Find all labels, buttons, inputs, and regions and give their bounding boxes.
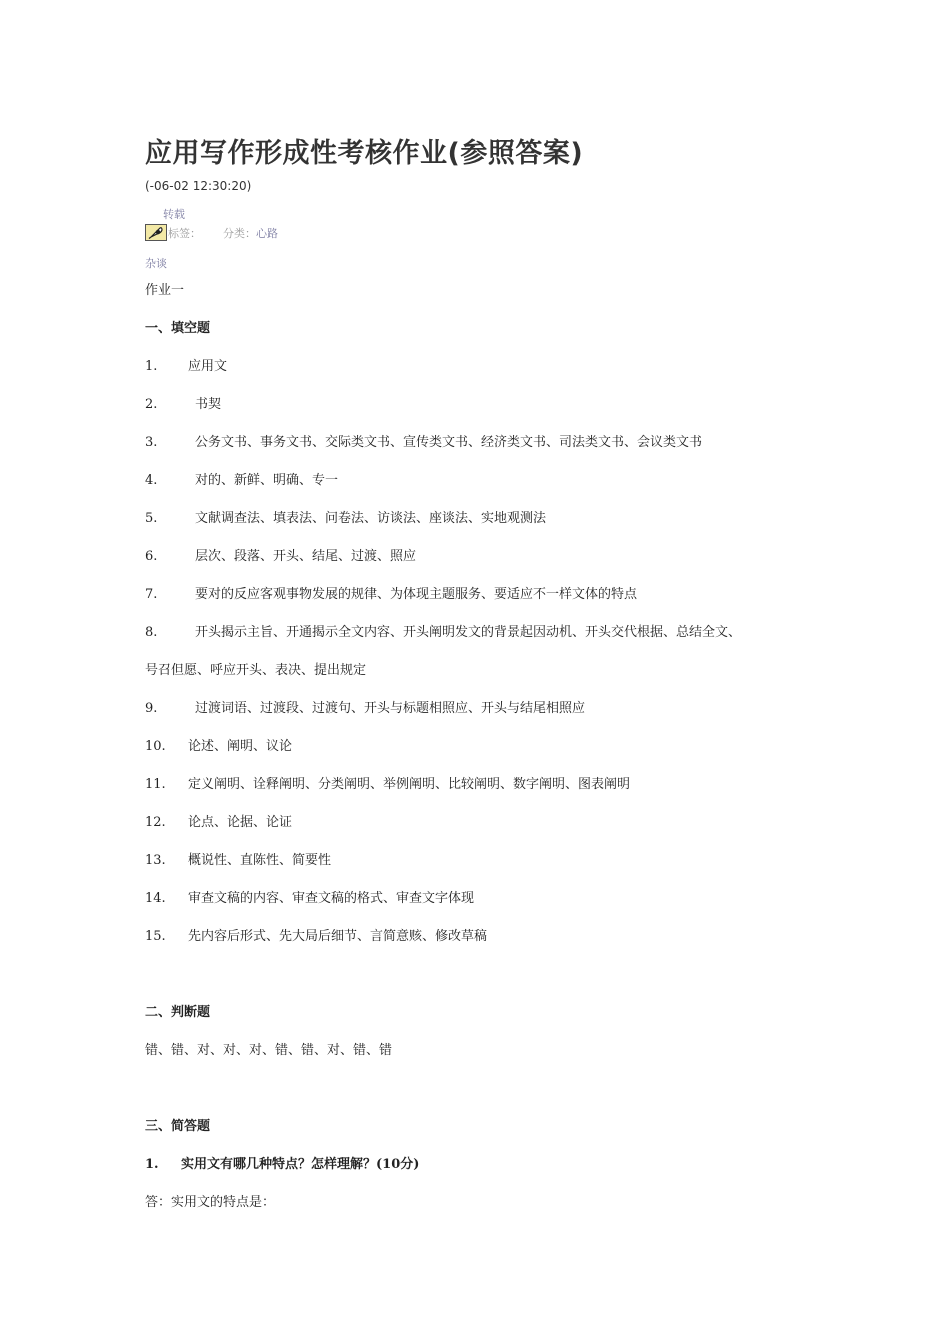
list-item: 5. 文献调查法、填表法、问卷法、访谈法、座谈法、实地观测法 xyxy=(145,511,547,526)
list-item: 3. 公务文书、事务文书、交际类文书、宣传类文书、经济类文书、司法类文书、会议类文书 xyxy=(145,435,703,450)
list-item: 2. 书契 xyxy=(145,397,222,412)
repost-link[interactable]: 转载 xyxy=(163,208,185,221)
list-item: 11. 定义阐明、诠释阐明、分类阐明、举例阐明、比较阐明、数字阐明、图表阐明 xyxy=(145,777,631,792)
assignment-title: 作业一 xyxy=(145,283,185,298)
section-heading-short-answer: 三、简答题 xyxy=(145,1119,211,1134)
list-item-continuation: 号召但愿、呼应开头、表决、提出规定 xyxy=(145,663,367,678)
list-item: 14. 审查文稿的内容、审查文稿的格式、审查文字体现 xyxy=(145,891,475,906)
list-item: 15. 先内容后形式、先大局后细节、言简意赅、修改草稿 xyxy=(145,929,488,944)
category-link-zatan[interactable]: 杂谈 xyxy=(145,257,167,270)
list-item: 8. 开头揭示主旨、开通揭示全文内容、开头阐明发文的背景起因动机、开头交代根据、总结全文、 xyxy=(145,625,742,640)
list-item: 12. 论点、论据、论证 xyxy=(145,815,293,830)
list-item: 13. 概说性、直陈性、简要性 xyxy=(145,853,332,868)
category-label: 分类： xyxy=(223,226,256,240)
section-heading-true-false: 二、判断题 xyxy=(145,1005,211,1020)
category-link-xinlu[interactable]: 心路 xyxy=(256,226,278,240)
true-false-answers: 错、错、对、对、对、错、错、对、错、错 xyxy=(145,1043,393,1058)
page-title: 应用写作形成性考核作业(参照答案) xyxy=(145,138,584,169)
post-meta-row xyxy=(145,224,278,241)
list-item: 7. 要对的反应客观事物发展的规律、为体现主题服务、要适应不一样文体的特点 xyxy=(145,587,638,602)
list-item: 9. 过渡词语、过渡段、过渡句、开头与标题相照应、开头与结尾相照应 xyxy=(145,701,586,716)
post-date: (-06-02 12:30:20) xyxy=(145,179,252,193)
question-1: 1. 实用文有哪几种特点？怎样理解？(10分) xyxy=(145,1157,420,1172)
section-heading-fill-blank: 一、填空题 xyxy=(145,321,211,336)
list-item: 4. 对的、新鲜、明确、专一 xyxy=(145,473,339,488)
tag-label: 标签： xyxy=(168,226,201,240)
answer-1: 答：实用文的特点是： xyxy=(145,1195,276,1210)
list-item: 1. 应用文 xyxy=(145,359,228,374)
list-item: 10. 论述、阐明、议论 xyxy=(145,739,293,754)
list-item: 6. 层次、段落、开头、结尾、过渡、照应 xyxy=(145,549,417,564)
feather-icon xyxy=(145,224,167,241)
